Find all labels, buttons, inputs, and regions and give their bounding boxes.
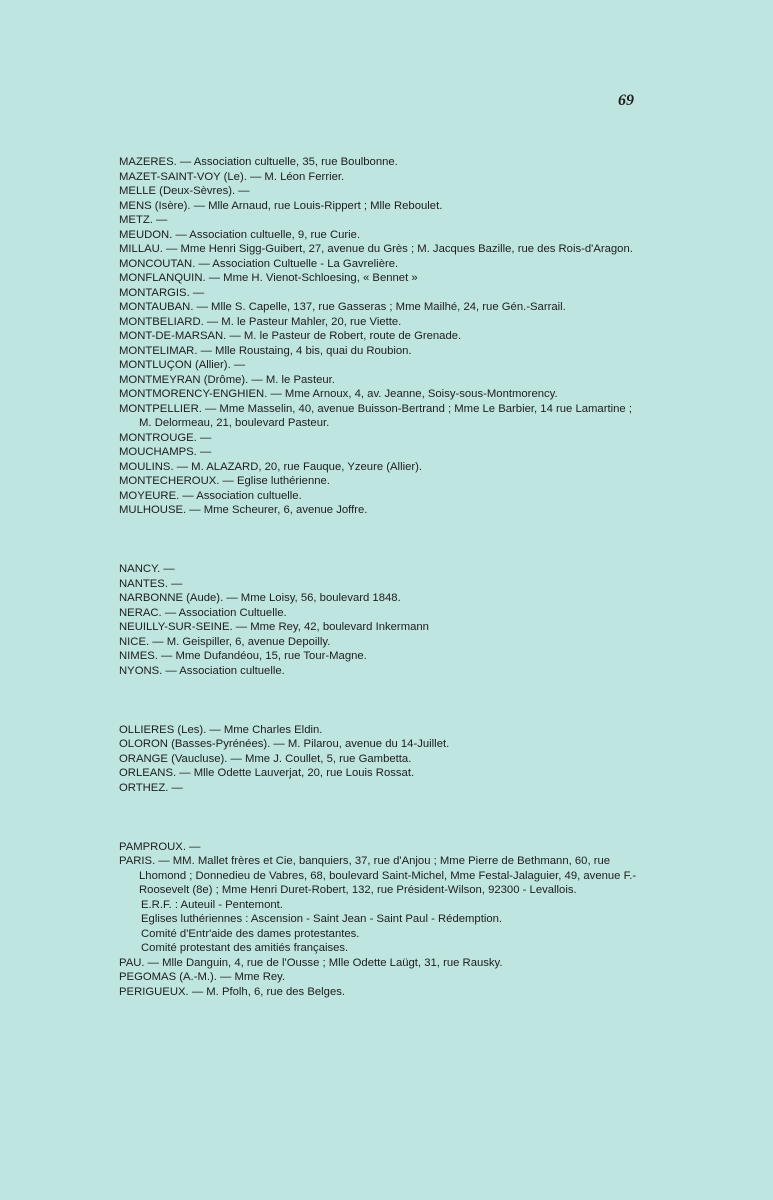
directory-entry: MOUCHAMPS. — [119, 446, 212, 458]
directory-entry: NARBONNE (Aude). — Mme Loisy, 56, boulevard 1848. [119, 592, 401, 605]
directory-entry: ORANGE (Vaucluse). — Mme J. Coullet, 5, rue Gambetta. [119, 752, 412, 765]
directory-entry: PERIGUEUX. — M. Pfolh, 6, rue des Belges. [119, 985, 346, 998]
directory-entry: MONTMEYRAN (Drôme). — M. le Pasteur. [119, 373, 335, 386]
directory-entry: MONTROUGE. — [119, 431, 212, 444]
directory-entry: MOULINS. — M. ALAZARD, 20, rue Fauque, Yzeure (Allier). [119, 460, 423, 473]
directory-entry: NIMES. — Mme Dufandéou, 15, rue Tour-Magne. [119, 650, 367, 663]
directory-entry: MELLE (Deux-Sèvres). — [119, 185, 250, 197]
page-number: 69 [618, 92, 634, 109]
directory-entry: NERAC. — Association Cultuelle. [119, 606, 287, 619]
directory-entry: NYONS. — Association cultuelle. [119, 664, 285, 677]
directory-sub-entry: Eglises luthériennes : Ascension - Saint Jean - Saint Paul - Rédemption. [141, 913, 503, 926]
directory-entry: MULHOUSE. — Mme Scheurer, 6, avenue Joffre. [119, 504, 368, 516]
directory-entry: MONT-DE-MARSAN. — M. le Pasteur de Robert, route de Grenade. [119, 330, 462, 342]
directory-entry: METZ. — [119, 214, 168, 226]
directory-entry: MENS (Isère). — Mlle Arnaud, rue Louis-Rippert ; Mlle Reboulet. [119, 199, 443, 212]
directory-entry: PAMPROUX. — [119, 840, 201, 853]
directory-entry: MONTPELLIER. — Mme Masselin, 40, avenue Buisson-Bertrand ; Mme Le Barbier, 14 rue Lamartine ; M. Delormeau, 21, boulevard Pasteur. [119, 402, 632, 429]
directory-entry: MILLAU. — Mme Henri Sigg-Guibert, 27, avenue du Grès ; M. Jacques Bazille, rue des Rois-d'Aragon. [119, 243, 633, 255]
directory-entry: MONTAUBAN. — Mlle S. Capelle, 137, rue Gasseras ; Mme Mailhé, 24, rue Gén.-Sarrail. [119, 301, 566, 313]
directory-entry: NICE. — M. Geispiller, 6, avenue Depoilly. [119, 635, 331, 648]
directory-entries [119, 155, 639, 999]
section-gap [119, 806, 639, 828]
directory-entry: MONCOUTAN. — Association Cultuelle - La Gavrelière. [119, 257, 399, 270]
directory-entry: PEGOMAS (A.-M.). — Mme Rey. [119, 971, 286, 984]
directory-sub-entry: Comité protestant des amitiés françaises. [141, 942, 349, 955]
directory-entry: ORTHEZ. — [119, 781, 183, 794]
directory-entry: OLORON (Basses-Pyrénées). — M. Pilarou, avenue du 14-Juillet. [119, 738, 450, 751]
directory-entry: MONTELIMAR. — Mlle Roustaing, 4 bis, quai du Roubion. [119, 344, 412, 357]
directory-entry: OLLIERES (Les). — Mme Charles Eldin. [119, 723, 323, 736]
directory-entry: MONTLUÇON (Allier). — [119, 359, 246, 371]
directory-sub-entry: E.R.F. : Auteuil - Pentemont. [141, 898, 283, 911]
directory-entry: MONTBELIARD. — M. le Pasteur Mahler, 20, rue Viette. [119, 315, 402, 328]
section-gap [119, 529, 639, 551]
directory-entry: MONTECHEROUX. — Eglise luthérienne. [119, 475, 330, 487]
directory-entry: NEUILLY-SUR-SEINE. — Mme Rey, 42, boulevard Inkermann [119, 621, 429, 634]
directory-entry: NANTES. — [119, 577, 183, 590]
directory-entry: MAZET-SAINT-VOY (Le). — M. Léon Ferrier. [119, 170, 345, 183]
directory-entry: ORLEANS. — Mlle Odette Lauverjat, 20, rue Louis Rossat. [119, 767, 415, 780]
section-gap [119, 689, 639, 711]
directory-entry: MAZERES. — Association cultuelle, 35, rue Boulbonne. [119, 156, 398, 168]
directory-entry: MONFLANQUIN. — Mme H. Vienot-Schloesing, « Bennet » [119, 272, 418, 284]
directory-sub-entry: Comité d'Entr'aide des dames protestantes. [141, 927, 360, 940]
directory-entry: MONTARGIS. — [119, 286, 205, 299]
directory-entry: MEUDON. — Association cultuelle, 9, rue Curie. [119, 228, 361, 241]
directory-entry: NANCY. — [119, 563, 175, 576]
directory-entry: PARIS. — MM. Mallet frères et Cie, banquiers, 37, rue d'Anjou ; Mme Pierre de Bethmann, 60, rue Lhomond ; Donnedieu de Vabres, 68, boulevard Saint-Michel, Mme Festal-Jalaguier, 49, avenue F.-Roosevelt (8e) ; Mme Henri Duret-Robert, 132, rue Président-Wilson, 92300 - Levallois. [119, 855, 637, 897]
directory-entry: MONTMORENCY-ENGHIEN. — Mme Arnoux, 4, av. Jeanne, Soisy-sous-Montmorency. [119, 388, 558, 400]
directory-entry: MOYEURE. — Association cultuelle. [119, 489, 302, 502]
directory-entry: PAU. — Mlle Danguin, 4, rue de l'Ousse ; Mlle Odette Laügt, 31, rue Rausky. [119, 956, 503, 969]
